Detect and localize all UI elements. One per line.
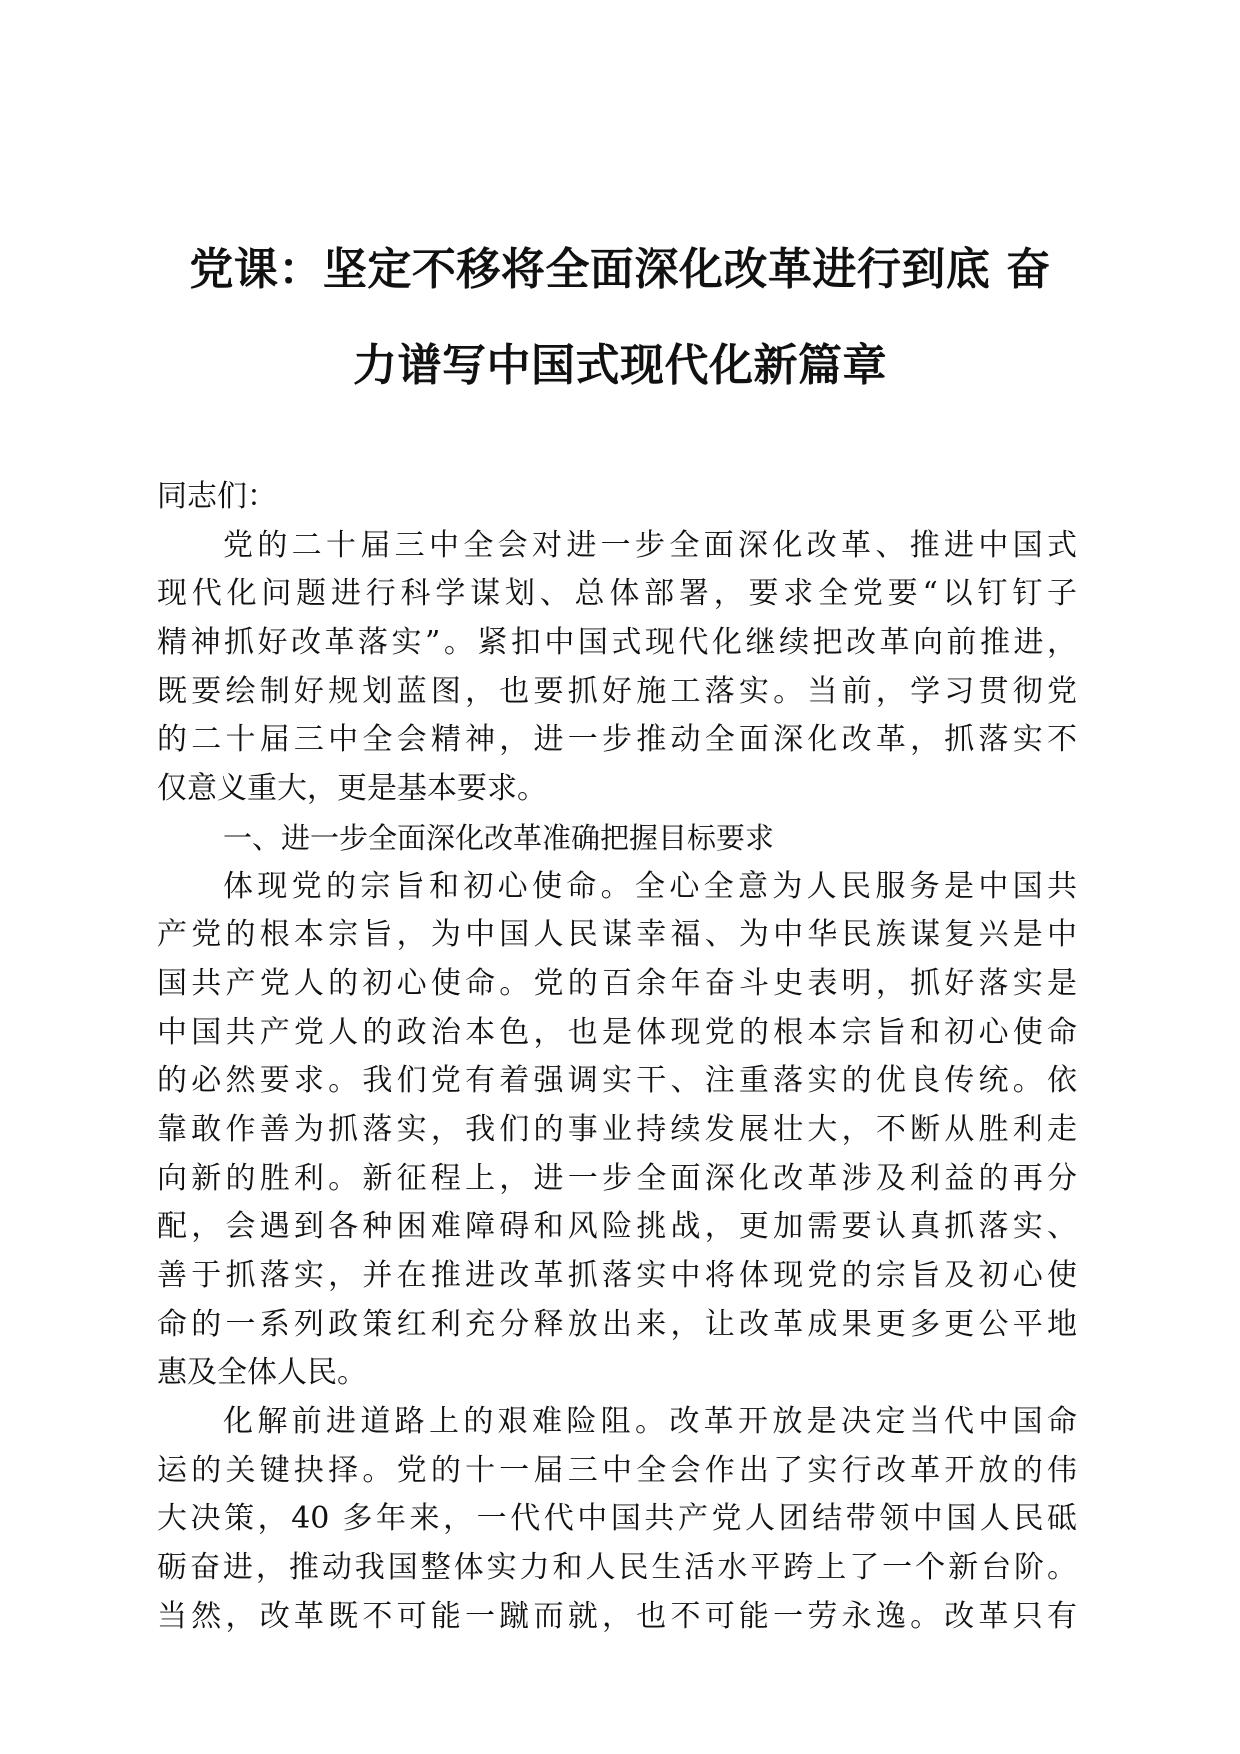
text-line: 靠敢作善为抓落实，我们的事业持续发展壮大，不断从胜利走 (157, 1111, 1077, 1147)
section-heading: 一、进一步全面深化改革准确把握目标要求 (223, 820, 775, 855)
text-line: 的二十届三中全会精神，进一步推动全面深化改革，抓落实不 (157, 722, 1077, 758)
text-line: 体现党的宗旨和初心使命。全心全意为人民服务是中国共 (223, 868, 1077, 904)
text-line: 仅意义重大，更是基本要求。 (157, 771, 547, 807)
section1-paragraph-1 (157, 863, 1077, 1399)
text-line: 中国共产党人的政治本色，也是体现党的根本宗旨和初心使命 (157, 1014, 1077, 1050)
text-line: 国共产党人的初心使命。党的百余年奋斗史表明，抓好落实是 (157, 965, 1077, 1001)
document-title (130, 222, 1110, 414)
text-line: 运的关键抉择。党的十一届三中全会作出了实行改革开放的伟 (157, 1452, 1077, 1488)
text-line: 的必然要求。我们党有着强调实干、注重落实的优良传统。依 (157, 1063, 1077, 1099)
title-line-2: 力谱写中国式现代化新篇章 (353, 340, 887, 391)
intro-paragraph (157, 522, 1077, 814)
salutation: 同志们： (157, 479, 277, 514)
text-line: 当然，改革既不可能一蹴而就，也不可能一劳永逸。改革只有 (157, 1598, 1077, 1634)
document-body (157, 473, 1077, 1642)
text-line: 精神抓好改革落实”。紧扣中国式现代化继续把改革向前推进， (157, 625, 1077, 661)
text-line: 向新的胜利。新征程上，进一步全面深化改革涉及利益的再分 (157, 1160, 1077, 1196)
text-line: 党的二十届三中全会对进一步全面深化改革、推进中国式 (223, 527, 1077, 563)
text-line: 砺奋进，推动我国整体实力和人民生活水平跨上了一个新台阶。 (157, 1550, 1077, 1586)
title-line-1: 党课：坚定不移将全面深化改革进行到底 奋 (189, 244, 1051, 295)
text-line: 既要绘制好规划蓝图，也要抓好施工落实。当前，学习贯彻党 (157, 673, 1077, 709)
text-line: 善于抓落实，并在推进改革抓落实中将体现党的宗旨及初心使 (157, 1258, 1077, 1293)
text-line: 惠及全体人民。 (157, 1355, 367, 1391)
text-line: 大决策，40 多年来，一代代中国共产党人团结带领中国人民砥 (157, 1501, 1077, 1537)
section1-paragraph-2 (157, 1398, 1077, 1641)
text-line: 产党的根本宗旨，为中国人民谋幸福、为中华民族谋复兴是中 (157, 917, 1077, 953)
text-line: 现代化问题进行科学谋划、总体部署，要求全党要“以钉钉子 (157, 576, 1077, 612)
text-line: 配，会遇到各种困难障碍和风险挑战，更加需要认真抓落实、 (157, 1209, 1077, 1245)
text-line: 化解前进道路上的艰难险阻。改革开放是决定当代中国命 (223, 1404, 1077, 1440)
text-line: 命的一系列政策红利充分释放出来，让改革成果更多更公平地 (157, 1306, 1077, 1342)
